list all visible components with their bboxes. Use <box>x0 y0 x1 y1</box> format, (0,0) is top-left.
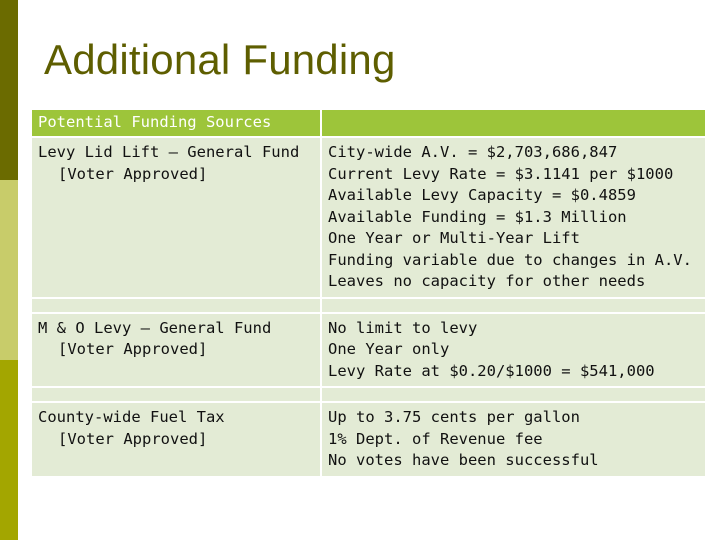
approval-note: [Voter Approved] <box>58 340 208 358</box>
detail-line: No limit to levy <box>328 318 478 337</box>
table-header-row <box>31 109 706 137</box>
detail-line: One Year only <box>328 340 450 358</box>
table-row <box>31 137 706 298</box>
table-row <box>31 313 706 388</box>
detail-line: Leaves no capacity for other needs <box>328 272 646 290</box>
spacer-cell <box>31 387 321 402</box>
approval-note: [Voter Approved] <box>58 429 208 448</box>
source-cell <box>31 137 321 298</box>
details-cell <box>321 313 706 388</box>
header-sources: Potential Funding Sources <box>31 109 321 137</box>
details-cell <box>321 137 706 298</box>
source-name: Levy Lid Lift – General Fund <box>38 143 300 161</box>
detail-line: 1% Dept. of Revenue fee <box>328 429 543 448</box>
detail-line: One Year or Multi-Year Lift <box>328 229 580 247</box>
detail-line: Available Levy Capacity = $0.4859 <box>328 186 636 204</box>
left-stripe-top <box>0 0 18 180</box>
detail-line: No votes have been successful <box>328 451 599 469</box>
detail-line: City-wide A.V. = $2,703,686,847 <box>328 143 618 161</box>
left-stripe-bottom <box>0 360 18 540</box>
spacer-row <box>31 387 706 402</box>
spacer-cell <box>321 298 706 313</box>
spacer-cell <box>31 298 321 313</box>
details-cell <box>321 402 706 477</box>
detail-line: Up to 3.75 cents per gallon <box>328 408 580 426</box>
funding-table <box>30 108 707 478</box>
detail-line: Available Funding = $1.3 Million <box>328 207 627 226</box>
source-cell <box>31 402 321 477</box>
header-details <box>321 109 706 137</box>
source-cell <box>31 313 321 388</box>
spacer-cell <box>321 387 706 402</box>
left-stripe-middle <box>0 180 18 360</box>
source-name: County-wide Fuel Tax <box>38 408 225 426</box>
table-row <box>31 402 706 477</box>
slide-title: Additional Funding <box>44 36 396 83</box>
spacer-row <box>31 298 706 313</box>
approval-note: [Voter Approved] <box>58 164 208 183</box>
detail-line: Levy Rate at $0.20/$1000 = $541,000 <box>328 361 655 380</box>
detail-line: Current Levy Rate = $3.1141 per $1000 <box>328 164 674 183</box>
detail-line: Funding variable due to changes in A.V. <box>328 250 692 269</box>
source-name: M & O Levy – General Fund <box>38 318 272 337</box>
